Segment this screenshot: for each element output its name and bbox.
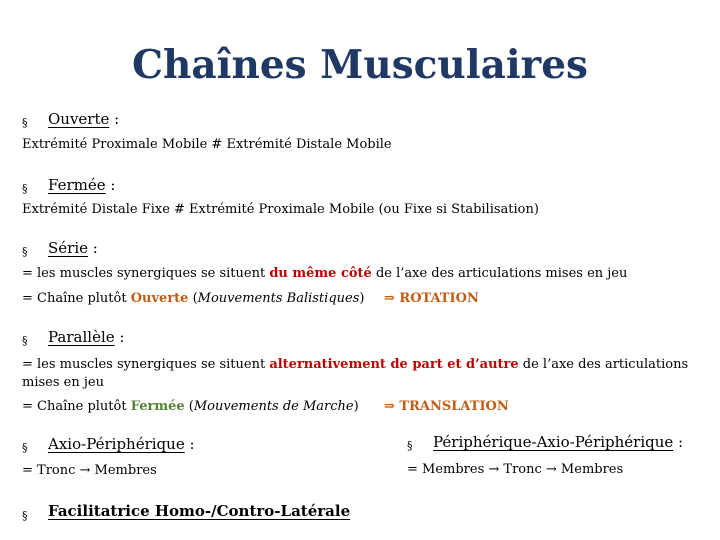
- italic-text: Mouvements Balistiques: [197, 291, 360, 306]
- parallele-line-1-wrap: mises en jeu: [22, 375, 104, 390]
- highlight-red: alternativement de part et d’autre: [269, 357, 519, 372]
- colon: :: [673, 433, 684, 451]
- colon: :: [88, 239, 98, 257]
- text: = les muscles synergiques se situent: [22, 357, 270, 372]
- page-title: Chaînes Musculaires: [132, 42, 588, 88]
- term-ouverte: Ouverte: [48, 110, 110, 128]
- desc-axio: = Tronc → Membres: [22, 463, 157, 478]
- bullet-icon: §: [22, 182, 28, 195]
- desc-periph: = Membres → Tronc → Membres: [407, 462, 624, 477]
- arrow-rotation: ⇒ ROTATION: [384, 291, 479, 306]
- desc-fermee: Extrémité Distale Fixe # Extrémité Proximale Mobile (ou Fixe si Stabilisation): [22, 202, 539, 217]
- heading-facilitatrice: [48, 502, 350, 520]
- heading-serie: [48, 239, 98, 257]
- heading-fermee: [48, 176, 115, 194]
- italic-text: Mouvements de Marche: [193, 399, 354, 414]
- bullet-icon: §: [407, 439, 413, 452]
- heading-periph: [433, 433, 683, 451]
- colon: :: [105, 176, 116, 194]
- bullet-icon: §: [22, 116, 28, 129]
- colon: :: [184, 435, 195, 453]
- text: ): [359, 291, 365, 306]
- bullet-icon: §: [22, 245, 28, 258]
- highlight-orange: Ouverte: [130, 291, 189, 306]
- text: = les muscles synergiques se situent: [22, 266, 270, 281]
- bullet-icon: §: [22, 441, 28, 454]
- text: = Chaîne plutôt: [22, 399, 131, 414]
- parallele-line-2: [22, 399, 359, 414]
- text: ): [353, 399, 359, 414]
- desc-ouverte: Extrémité Proximale Mobile # Extrémité Distale Mobile: [22, 137, 392, 152]
- term-fermee: Fermée: [48, 176, 106, 194]
- text: (: [188, 291, 198, 306]
- arrow-translation: ⇒ TRANSLATION: [384, 399, 509, 414]
- parallele-line-1: [22, 357, 688, 372]
- text: de l’axe des articulations mises en jeu: [371, 266, 628, 281]
- term-serie: Série: [48, 239, 88, 257]
- text: de l’axe des articulations: [518, 357, 689, 372]
- serie-line-2: [22, 291, 364, 306]
- heading-ouverte: [48, 110, 119, 128]
- term-periph: Périphérique-Axio-Périphérique: [433, 433, 674, 451]
- term-facilitatrice: Facilitatrice Homo-/Contro-Latérale: [48, 502, 351, 520]
- term-parallele: Parallèle: [48, 328, 115, 346]
- colon: :: [114, 328, 125, 346]
- text: (: [184, 399, 194, 414]
- bullet-icon: §: [22, 509, 28, 522]
- heading-axio: [48, 435, 195, 453]
- term-axio: Axio-Périphérique: [48, 435, 185, 453]
- highlight-green: Fermée: [130, 399, 185, 414]
- bullet-icon: §: [22, 334, 28, 347]
- colon: :: [109, 110, 120, 128]
- heading-parallele: [48, 328, 124, 346]
- serie-line-1: [22, 266, 627, 281]
- highlight-red: du même côté: [269, 266, 372, 281]
- text: = Chaîne plutôt: [22, 291, 131, 306]
